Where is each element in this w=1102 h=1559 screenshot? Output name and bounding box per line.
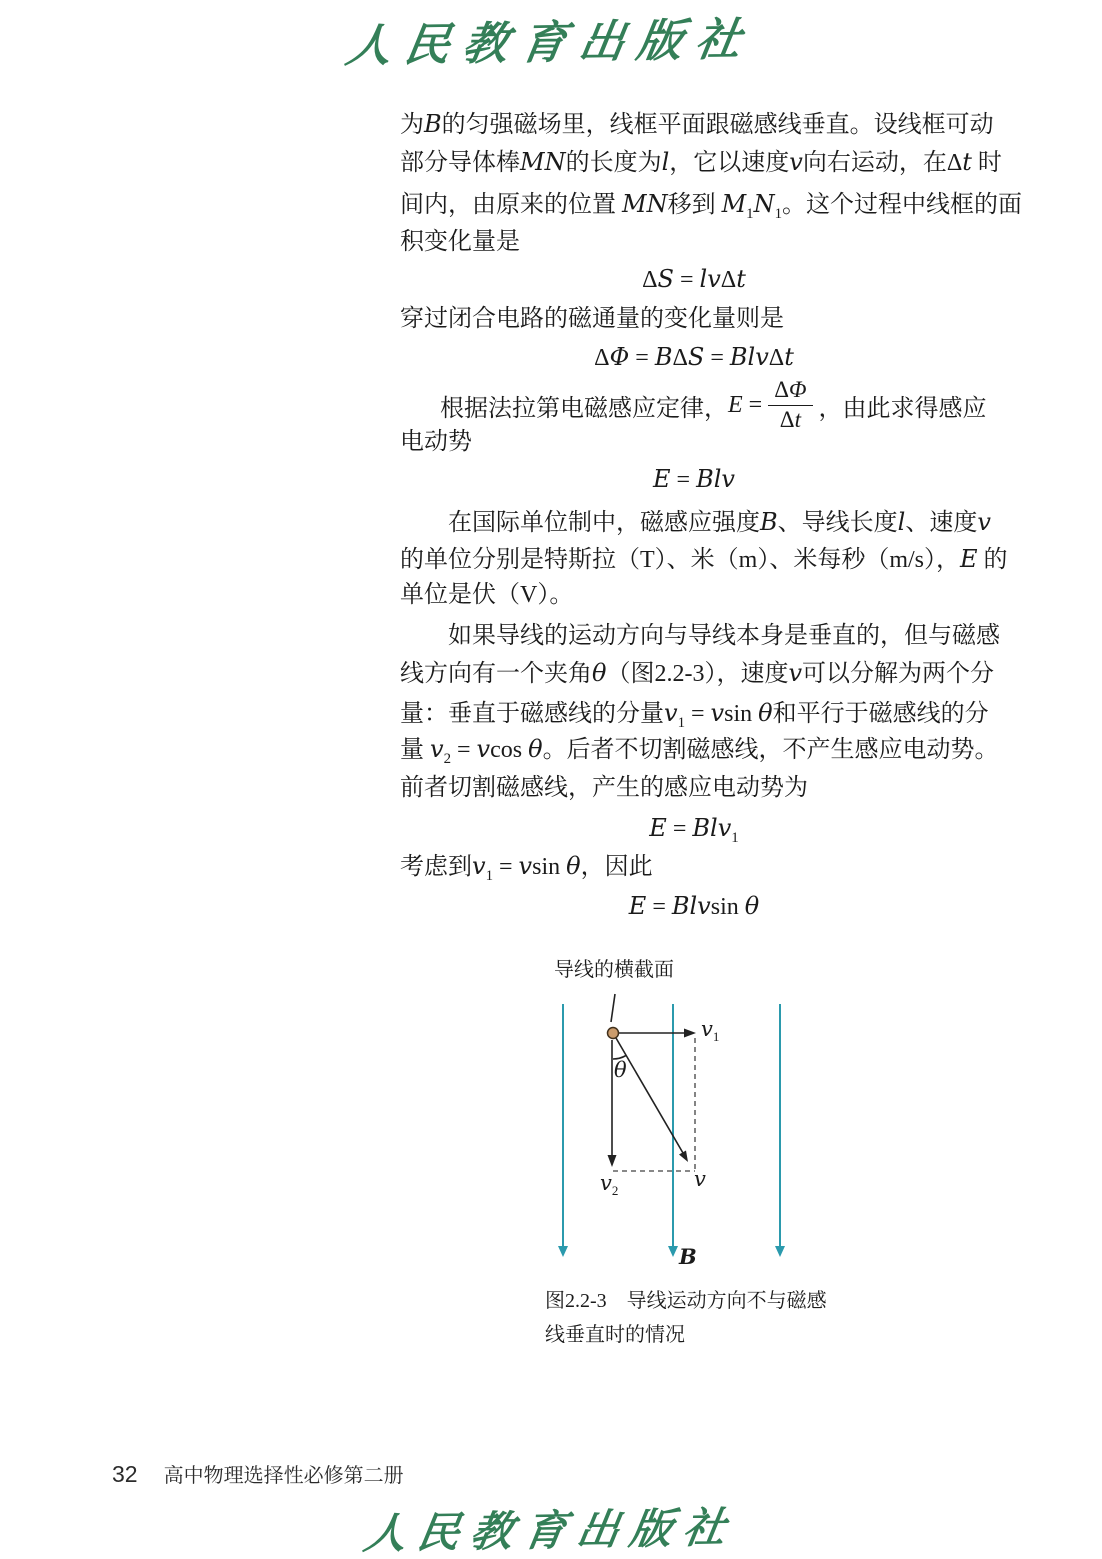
body-line: 单位是伏（V）。 xyxy=(400,582,574,608)
formula-delta-s: ΔS = lvΔt xyxy=(642,265,746,293)
figure-2-2-3 xyxy=(538,956,903,1288)
body-line: 在国际单位制中，磁感应强度B、导线长度l、速度v xyxy=(448,508,991,536)
body-line: 穿过闭合电路的磁通量的变化量则是 xyxy=(400,306,784,332)
publisher-logo-bottom: 人民教育出版社 xyxy=(360,1502,741,1559)
body-line: 线方向有一个夹角θ（图2.2-3），速度v可以分解为两个分 xyxy=(400,659,995,687)
body-line: 的单位分别是特斯拉（T）、米（m）、米每秒（m/s），E 的 xyxy=(400,545,1008,573)
v2-label: $v_2$ xyxy=(600,1171,619,1199)
page-number: 32 xyxy=(112,1461,138,1487)
figure-caption-line1: 图2.2-3 导线运动方向不与磁感 xyxy=(545,1290,827,1312)
wire-cross-section-dot xyxy=(608,1028,619,1039)
body-line: 量：垂直于磁感线的分量$v_1 = vsin$ θ和平行于磁感线的分 xyxy=(400,699,989,731)
faraday-text-after: ，由此求得感应 xyxy=(818,395,987,422)
fraction-delta-phi-over-delta-t xyxy=(768,377,812,433)
body-line: 积变化量是 xyxy=(400,229,520,255)
formula-e-blv1: E = Blv$_1$ xyxy=(649,814,739,846)
body-line: 量 $v_2 = vcos$ θ。后者不切割磁感线，不产生感应电动势。 xyxy=(400,735,999,767)
v1-arrowhead xyxy=(684,1029,696,1038)
body-line: 考虑到$v_1 = vsin$ θ，因此 xyxy=(400,852,653,884)
field-line-right-arrowhead xyxy=(775,1246,785,1257)
figure-caption-line2: 线垂直时的情况 xyxy=(545,1324,685,1346)
body-line: 前者切割磁感线，产生的感应电动势为 xyxy=(400,775,808,801)
theta-label: θ xyxy=(614,1058,627,1082)
book-title: 高中物理选择性必修第二册 xyxy=(163,1465,404,1487)
field-line-middle-arrowhead xyxy=(668,1246,678,1257)
v2-arrowhead xyxy=(608,1155,617,1167)
fraction-numerator: ΔΦ xyxy=(768,377,812,405)
fraction-denominator: Δt xyxy=(779,406,801,432)
formula-e-blv-sin: E = Blvsin θ xyxy=(628,892,760,920)
body-line: 为B的匀强磁场里，线框平面跟磁感线垂直。设线框可动 xyxy=(400,110,994,138)
field-line-left-arrowhead xyxy=(558,1246,568,1257)
formula-delta-phi: ΔΦ = BΔS = BlvΔt xyxy=(594,343,794,371)
v-label: v xyxy=(694,1167,706,1191)
faraday-law-line xyxy=(400,372,988,438)
page-footer xyxy=(112,1459,404,1488)
v1-label: $v_1$ xyxy=(701,1017,720,1045)
figure-caption xyxy=(545,1284,865,1352)
wire-cross-section-label: 导线的横截面 xyxy=(554,959,674,981)
v-arrowhead xyxy=(679,1151,688,1163)
body-line: 电动势 xyxy=(400,429,472,455)
publisher-logo-top: 人民教育出版社 xyxy=(342,12,759,73)
body-line: 间内，由原来的位置 MN移到 $M_1N_1$。这个过程中线框的面 xyxy=(400,190,1023,222)
b-field-label: B xyxy=(679,1244,697,1269)
pointer-line xyxy=(611,994,615,1022)
faraday-text-before: 根据法拉第电磁感应定律， xyxy=(440,395,728,422)
figure-diagram xyxy=(538,956,903,1288)
formula-e-blv: E = Blv xyxy=(653,465,735,493)
faraday-e-equals: E = xyxy=(728,391,763,418)
body-line: 如果导线的运动方向与导线本身是垂直的，但与磁感 xyxy=(448,623,1000,649)
body-line: 部分导体棒MN的长度为l，它以速度v向右运动，在Δt 时 xyxy=(400,148,1002,176)
